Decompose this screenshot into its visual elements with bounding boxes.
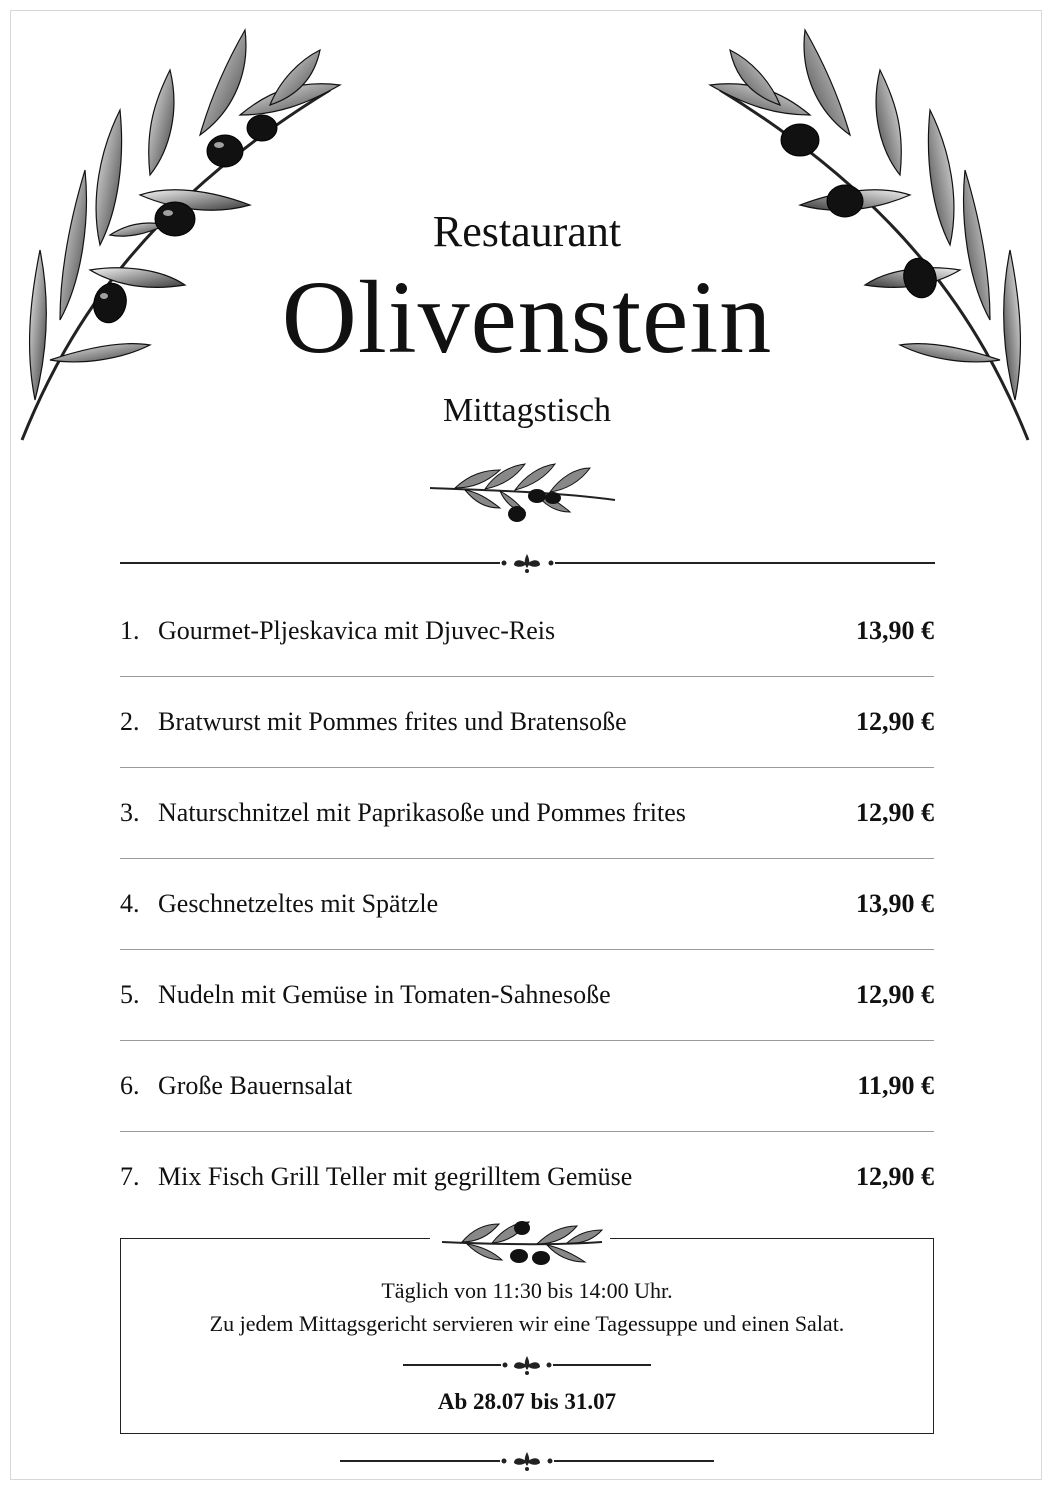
olive-sprig-icon	[425, 452, 620, 524]
item-name: Geschnetzeltes mit Spätzle	[158, 889, 439, 918]
item-price: 13,90 €	[856, 616, 934, 645]
item-name: Naturschnitzel mit Paprikasoße und Pommes frites	[158, 798, 686, 827]
item-name: Gourmet-Pljeskavica mit Djuvec-Reis	[158, 616, 556, 645]
item-price: 13,90 €	[856, 889, 934, 918]
restaurant-name: Olivenstein	[281, 260, 773, 375]
menu-item	[120, 859, 934, 950]
olive-sprig-icon	[437, 1212, 607, 1270]
item-price: 12,90 €	[856, 1162, 934, 1191]
menu-item	[120, 1041, 934, 1132]
menu-item	[120, 586, 934, 677]
restaurant-label: Restaurant	[432, 207, 622, 256]
menu-item	[120, 768, 934, 859]
menu-list	[120, 586, 934, 1223]
item-number: 2.	[120, 707, 140, 736]
item-number: 1.	[120, 616, 140, 645]
item-name: Bratwurst mit Pommes frites und Bratensoße	[158, 707, 627, 736]
item-number: 5.	[120, 980, 140, 1009]
item-number: 6.	[120, 1071, 140, 1100]
item-price: 12,90 €	[856, 798, 934, 827]
item-number: 3.	[120, 798, 140, 827]
item-price: 12,90 €	[856, 980, 934, 1009]
ornament-divider-icon	[340, 1450, 714, 1472]
ornament-divider-icon	[403, 1354, 651, 1376]
menu-item	[120, 950, 934, 1041]
menu-item	[120, 677, 934, 768]
item-number: 4.	[120, 889, 140, 918]
ornament-divider-icon	[120, 552, 935, 574]
menu-item	[120, 1132, 934, 1223]
valid-date-range: Ab 28.07 bis 31.07	[437, 1389, 617, 1414]
item-name: Nudeln mit Gemüse in Tomaten-Sahnesoße	[158, 980, 611, 1009]
item-name: Große Bauernsalat	[158, 1071, 353, 1100]
menu-subtitle: Mittagstisch	[442, 392, 612, 429]
item-price: 11,90 €	[857, 1071, 934, 1100]
item-price: 12,90 €	[856, 707, 934, 736]
item-number: 7.	[120, 1162, 140, 1191]
opening-hours: Täglich von 11:30 bis 14:00 Uhr.	[381, 1278, 673, 1303]
service-note: Zu jedem Mittagsgericht servieren wir eine Tagessuppe und einen Salat.	[209, 1311, 845, 1336]
item-name: Mix Fisch Grill Teller mit gegrilltem Gemüse	[158, 1162, 633, 1191]
